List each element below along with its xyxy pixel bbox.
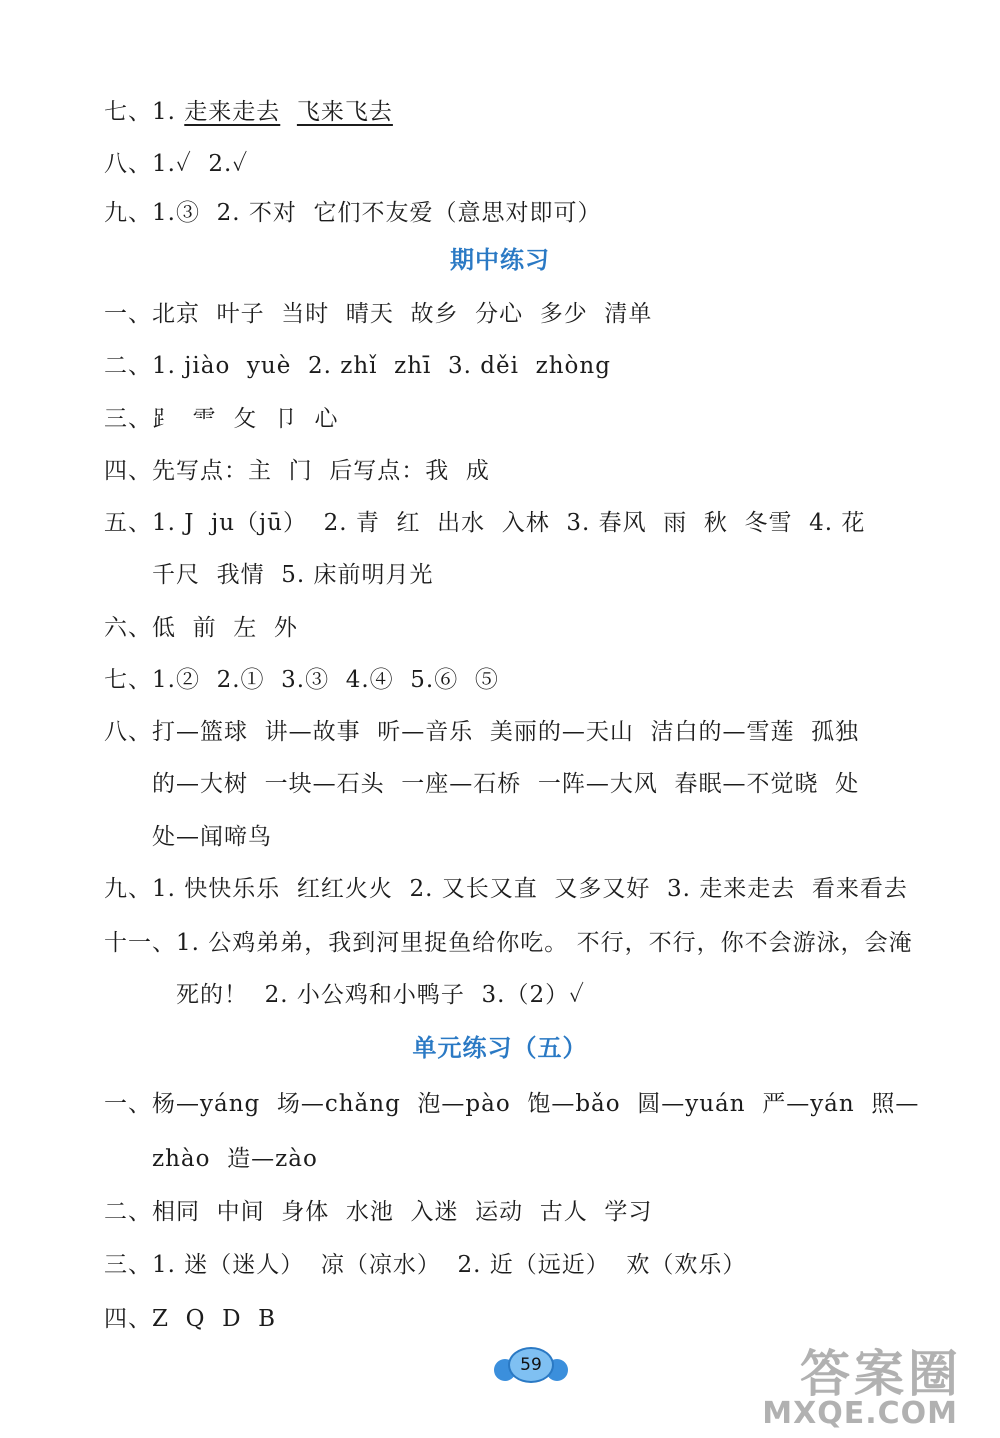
answer-underlined-1: 走来走去	[184, 99, 281, 125]
midterm-line: 六、低 前 左 外	[104, 615, 298, 641]
midterm-line: 一、北京 叶子 当时 晴天 故乡 分心 多少 清单	[104, 301, 653, 327]
midterm-line-continued: 死的！ 2. 小公鸡和小鸭子 3.（2）✓	[176, 982, 585, 1008]
midterm-line-continued: 处—闻啼鸟	[152, 824, 272, 850]
midterm-line: 八、打—篮球 讲—故事 听—音乐 美丽的—天山 洁白的—雪莲 孤独	[104, 719, 860, 745]
section-heading-midterm: 期中练习	[450, 245, 550, 274]
midterm-line: 九、1. 快快乐乐 红红火火 2. 又长又直 又多又好 3. 走来走去 看来看去	[104, 876, 908, 902]
page-number-badge	[494, 1345, 568, 1385]
midterm-line: 五、1. J ju（jū） 2. 青 红 出水 入林 3. 春风 雨 秋 冬雪 4. 花	[104, 510, 866, 536]
watermark-logo	[712, 1334, 962, 1434]
watermark-text: 答案圈	[800, 1345, 962, 1403]
answer-line-8: 八、1.✓ 2.✓	[104, 151, 249, 177]
unit5-line: 一、杨—yáng 场—chǎng 泡—pào 饱—bǎo 圆—yuán 严—yán 照—	[104, 1091, 920, 1117]
answer-line-7	[104, 97, 960, 127]
watermark-site: MXQE.COM	[762, 1396, 958, 1431]
answer-underlined-2: 飞来飞去	[296, 99, 393, 125]
unit5-line: 二、相同 中间 身体 水池 入迷 运动 古人 学习	[104, 1199, 653, 1225]
midterm-line: 二、1. jiào yuè 2. zhǐ zhī 3. děi zhòng	[104, 353, 611, 379]
answer-line-9: 九、1.③ 2. 不对 它们不友爱（意思对即可）	[104, 200, 602, 226]
midterm-line-continued: 千尺 我情 5. 床前明月光	[152, 562, 434, 588]
unit5-line: 四、Z Q D B	[104, 1306, 277, 1332]
midterm-line: 七、1.② 2.① 3.③ 4.④ 5.⑥ ⑤	[104, 667, 499, 693]
midterm-line: 四、先写点：主 门 后写点：我 成	[104, 458, 490, 484]
answer-spacer	[280, 99, 297, 125]
midterm-line: 十一、1. 公鸡弟弟，我到河里捉鱼给你吃。 不行，不行，你不会游泳，会淹	[104, 930, 913, 956]
answer-prefix: 七、1.	[104, 99, 185, 125]
page-number: 59	[508, 1347, 554, 1383]
section-heading-unit5: 单元练习（五）	[412, 1033, 588, 1062]
unit5-line: 三、1. 迷（迷人） 凉（凉水） 2. 近（远近） 欢（欢乐）	[104, 1252, 747, 1278]
unit5-line-continued: zhào 造—zào	[152, 1146, 318, 1172]
midterm-line-continued: 的—大树 一块—石头 一座—石桥 一阵—大风 春眠—不觉晓 处	[152, 771, 860, 797]
midterm-line: 三、⻊ ⻗ 攵 卩 心	[104, 406, 339, 432]
